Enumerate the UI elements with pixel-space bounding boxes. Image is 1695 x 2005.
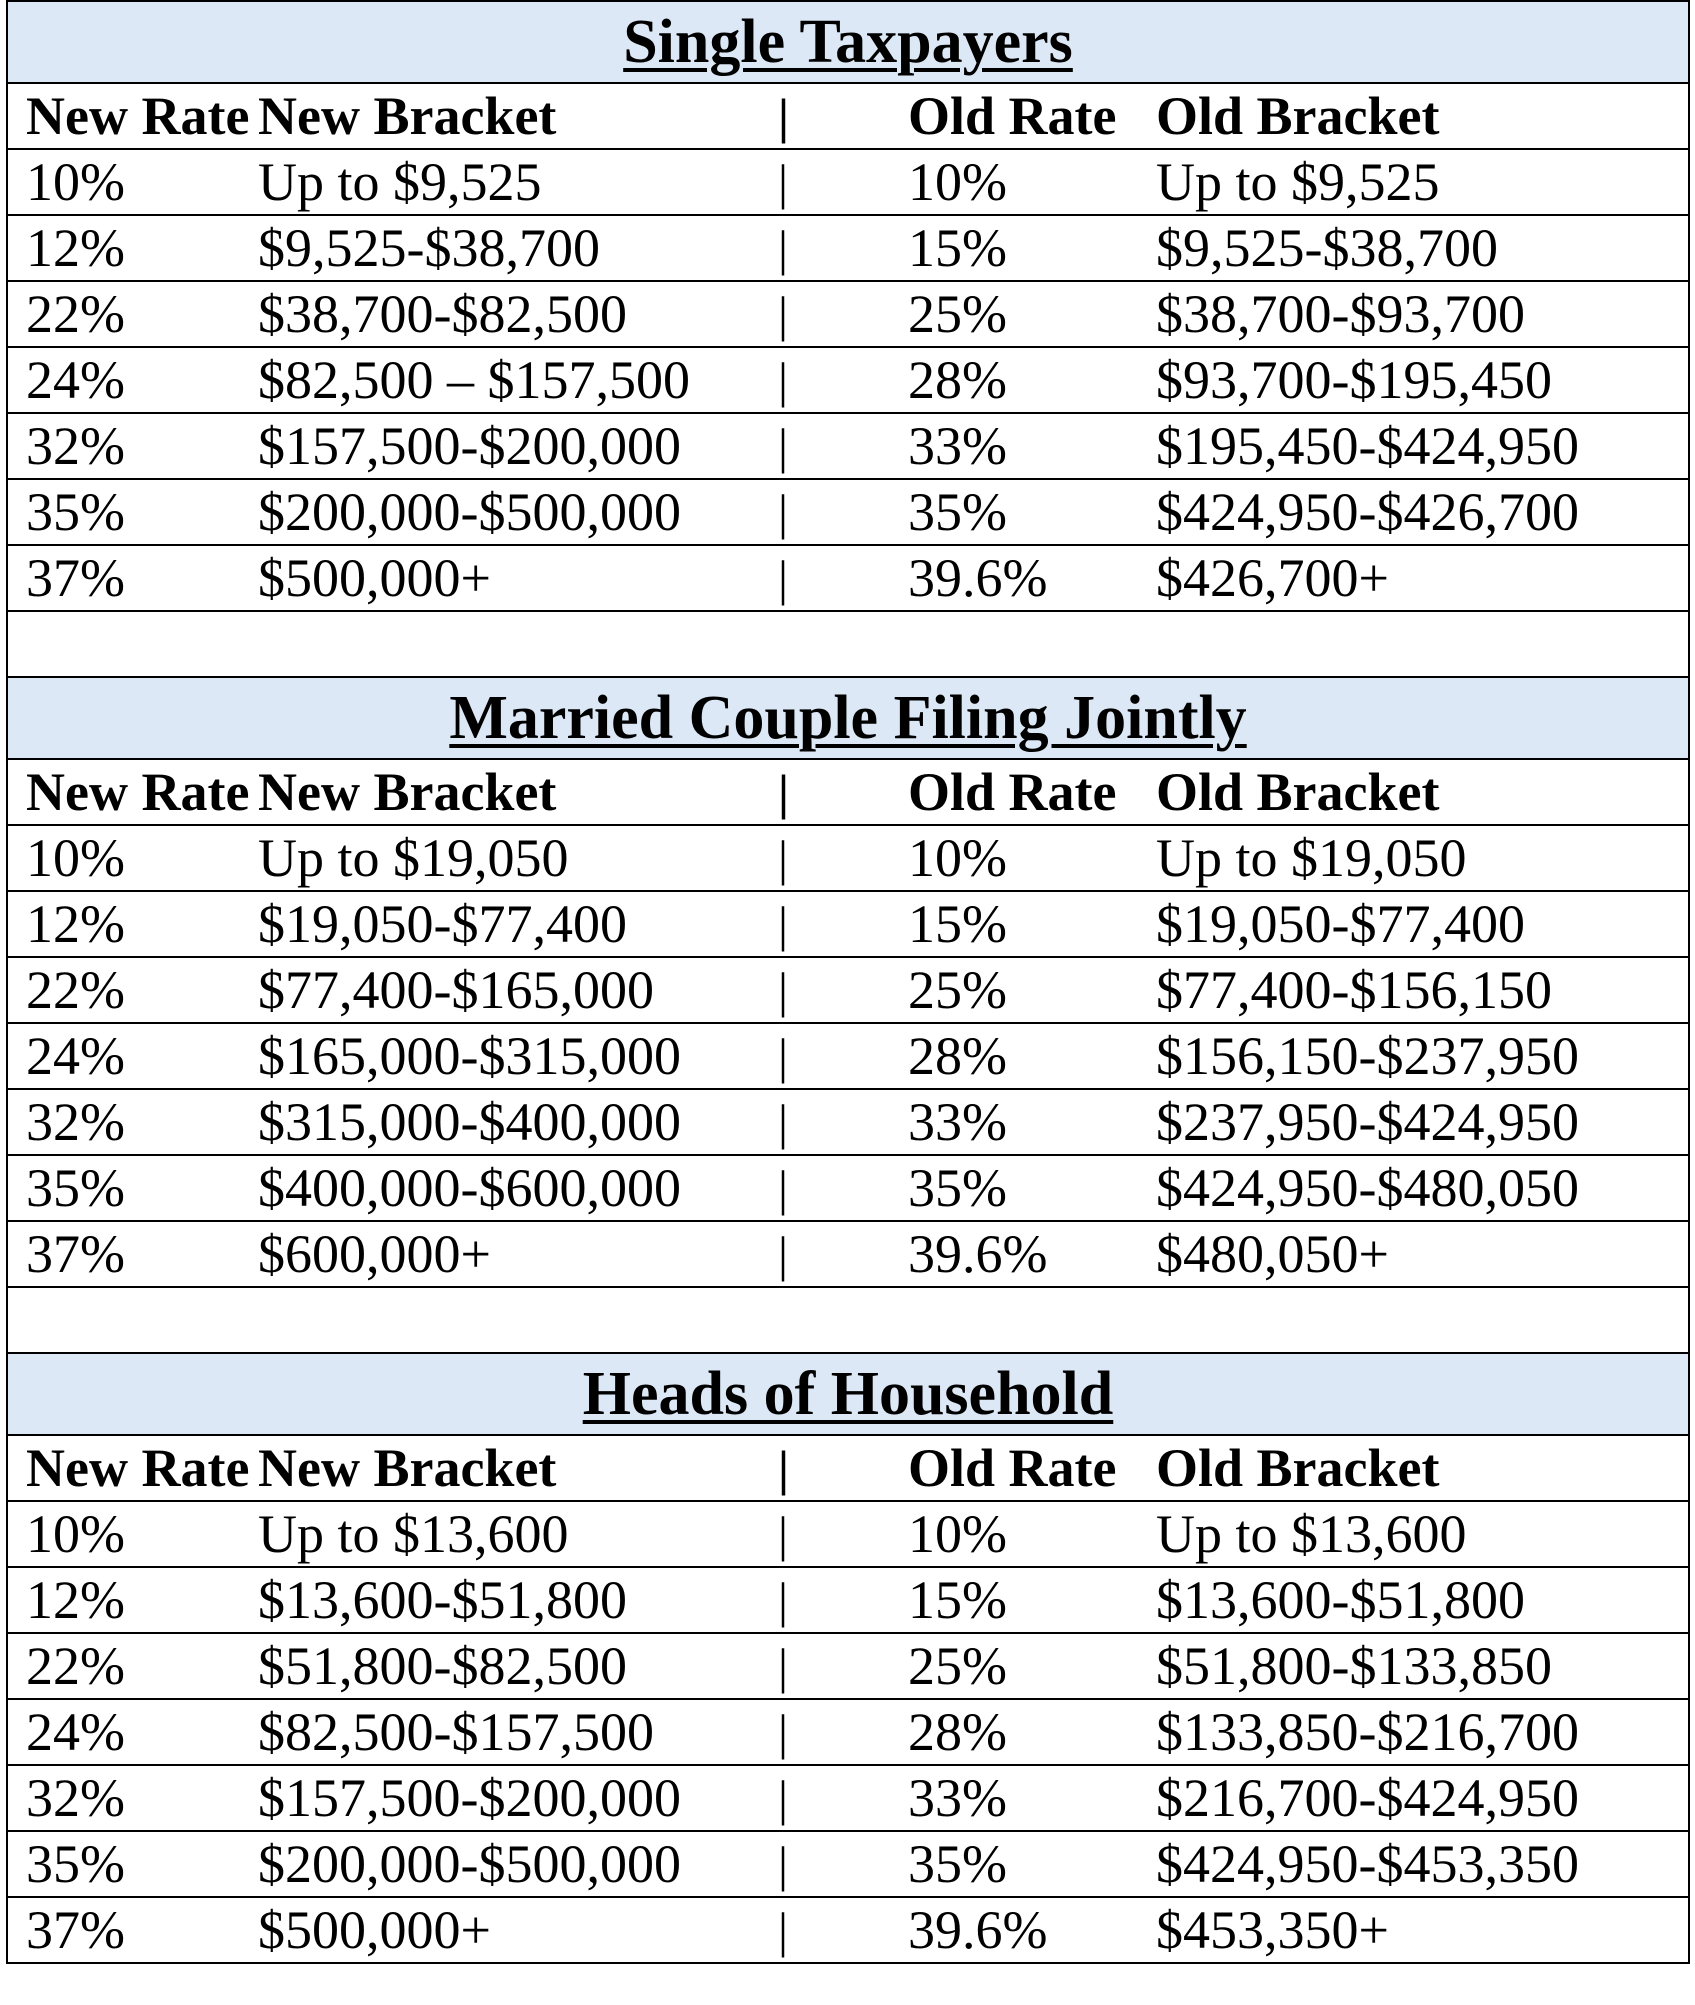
old-bracket-cell: $424,950-$453,350 [1156,1834,1579,1894]
section-title-bar [8,1354,1688,1436]
table-row [8,1090,1688,1156]
tax-bracket-document [6,0,1690,1964]
new-bracket-cell: $600,000+ [258,1224,491,1284]
new-rate-cell: 35% [26,1834,125,1894]
old-bracket-cell: $77,400-$156,150 [1156,960,1552,1020]
old-rate-cell: 35% [908,482,1007,542]
section-married-filing-jointly [6,678,1690,1354]
old-bracket-cell: $453,350+ [1156,1900,1389,1960]
old-bracket-cell: $156,150-$237,950 [1156,1026,1579,1086]
section-title-bar [8,678,1688,760]
old-rate-header: Old Rate [908,86,1117,146]
section-title: Heads of Household [582,1360,1114,1428]
column-header-row [8,1436,1688,1502]
old-rate-cell: 25% [908,1636,1007,1696]
table-row [8,1568,1688,1634]
old-rate-cell: 25% [908,960,1007,1020]
new-rate-header: New Rate [26,1438,250,1498]
column-separator: | [778,1638,789,1694]
old-bracket-cell: Up to $9,525 [1156,152,1440,212]
table-row [8,480,1688,546]
old-bracket-cell: $51,800-$133,850 [1156,1636,1552,1696]
column-separator: | [778,962,789,1018]
new-bracket-cell: $165,000-$315,000 [258,1026,681,1086]
old-bracket-cell: Up to $19,050 [1156,828,1467,888]
new-bracket-cell: $82,500-$157,500 [258,1702,654,1762]
column-separator: | [778,1028,789,1084]
new-bracket-cell: $157,500-$200,000 [258,416,681,476]
old-bracket-cell: $93,700-$195,450 [1156,350,1552,410]
table-row [8,1700,1688,1766]
table-row [8,150,1688,216]
column-separator: | [778,1572,789,1628]
old-rate-cell: 15% [908,218,1007,278]
table-row [8,546,1688,612]
new-rate-cell: 32% [26,1092,125,1152]
new-bracket-cell: $157,500-$200,000 [258,1768,681,1828]
new-bracket-header: New Bracket [258,1438,557,1498]
table-row [8,1024,1688,1090]
new-bracket-header: New Bracket [258,86,557,146]
new-bracket-cell: $9,525-$38,700 [258,218,600,278]
old-rate-cell: 10% [908,828,1007,888]
new-bracket-cell: Up to $13,600 [258,1504,569,1564]
new-rate-cell: 22% [26,960,125,1020]
new-bracket-cell: $82,500 – $157,500 [258,350,690,410]
table-row [8,1502,1688,1568]
table-row [8,892,1688,958]
table-row [8,282,1688,348]
old-bracket-cell: $19,050-$77,400 [1156,894,1525,954]
old-bracket-cell: $195,450-$424,950 [1156,416,1579,476]
new-rate-cell: 10% [26,1504,125,1564]
old-bracket-cell: $480,050+ [1156,1224,1389,1284]
new-rate-cell: 24% [26,1702,125,1762]
column-separator: | [778,1506,789,1562]
section-title: Single Taxpayers [623,8,1073,76]
old-rate-cell: 39.6% [908,1900,1048,1960]
blank-spacer-row [8,612,1688,678]
old-rate-cell: 33% [908,416,1007,476]
new-rate-cell: 22% [26,284,125,344]
column-separator: | [778,418,789,474]
old-rate-cell: 39.6% [908,548,1048,608]
old-bracket-cell: $133,850-$216,700 [1156,1702,1579,1762]
table-row [8,216,1688,282]
old-bracket-header: Old Bracket [1156,762,1440,822]
new-bracket-cell: $315,000-$400,000 [258,1092,681,1152]
new-bracket-cell: $38,700-$82,500 [258,284,627,344]
column-separator: | [778,352,789,408]
new-rate-header: New Rate [26,762,250,822]
new-bracket-header: New Bracket [258,762,557,822]
new-bracket-cell: $500,000+ [258,1900,491,1960]
column-separator: | [778,484,789,540]
section-heads-of-household [6,1354,1690,1964]
column-separator: | [778,1440,790,1496]
column-header-row [8,84,1688,150]
old-rate-cell: 33% [908,1768,1007,1828]
new-bracket-cell: $500,000+ [258,548,491,608]
old-rate-cell: 28% [908,1026,1007,1086]
old-rate-cell: 10% [908,152,1007,212]
old-rate-cell: 28% [908,350,1007,410]
old-rate-cell: 15% [908,1570,1007,1630]
section-title: Married Couple Filing Jointly [449,684,1247,752]
new-rate-header: New Rate [26,86,250,146]
new-rate-cell: 12% [26,894,125,954]
new-bracket-cell: $200,000-$500,000 [258,482,681,542]
old-bracket-cell: Up to $13,600 [1156,1504,1467,1564]
table-row [8,1832,1688,1898]
old-bracket-cell: $426,700+ [1156,548,1389,608]
old-rate-header: Old Rate [908,762,1117,822]
new-rate-cell: 32% [26,1768,125,1828]
new-rate-cell: 37% [26,548,125,608]
table-row [8,1634,1688,1700]
column-separator: | [778,220,789,276]
new-rate-cell: 35% [26,482,125,542]
new-rate-cell: 12% [26,1570,125,1630]
old-rate-cell: 33% [908,1092,1007,1152]
new-rate-cell: 10% [26,828,125,888]
new-bracket-cell: $77,400-$165,000 [258,960,654,1020]
table-row [8,826,1688,892]
column-separator: | [778,1094,789,1150]
old-bracket-cell: $424,950-$480,050 [1156,1158,1579,1218]
old-bracket-header: Old Bracket [1156,1438,1440,1498]
new-rate-cell: 24% [26,1026,125,1086]
old-bracket-cell: $216,700-$424,950 [1156,1768,1579,1828]
column-separator: | [778,1160,789,1216]
table-row [8,1766,1688,1832]
old-bracket-cell: $424,950-$426,700 [1156,482,1579,542]
new-rate-cell: 35% [26,1158,125,1218]
table-row [8,1222,1688,1288]
table-row [8,348,1688,414]
old-rate-header: Old Rate [908,1438,1117,1498]
column-separator: | [778,154,789,210]
new-bracket-cell: $51,800-$82,500 [258,1636,627,1696]
new-bracket-cell: Up to $19,050 [258,828,569,888]
old-rate-cell: 35% [908,1834,1007,1894]
column-separator: | [778,88,790,144]
old-rate-cell: 15% [908,894,1007,954]
section-single-taxpayers [6,0,1690,678]
old-bracket-cell: $9,525-$38,700 [1156,218,1498,278]
new-rate-cell: 22% [26,1636,125,1696]
blank-spacer-row [8,1288,1688,1354]
old-rate-cell: 39.6% [908,1224,1048,1284]
old-rate-cell: 35% [908,1158,1007,1218]
column-separator: | [778,1770,789,1826]
old-bracket-header: Old Bracket [1156,86,1440,146]
new-bracket-cell: $400,000-$600,000 [258,1158,681,1218]
column-separator: | [778,1836,789,1892]
new-bracket-cell: Up to $9,525 [258,152,542,212]
old-bracket-cell: $13,600-$51,800 [1156,1570,1525,1630]
new-rate-cell: 32% [26,416,125,476]
section-title-bar [8,0,1688,84]
column-separator: | [778,1902,789,1958]
table-row [8,958,1688,1024]
new-rate-cell: 37% [26,1900,125,1960]
new-bracket-cell: $13,600-$51,800 [258,1570,627,1630]
column-separator: | [778,550,789,606]
old-bracket-cell: $38,700-$93,700 [1156,284,1525,344]
old-rate-cell: 25% [908,284,1007,344]
column-separator: | [778,1226,789,1282]
table-row [8,1898,1688,1964]
column-separator: | [778,896,789,952]
old-rate-cell: 10% [908,1504,1007,1564]
column-header-row [8,760,1688,826]
new-rate-cell: 37% [26,1224,125,1284]
new-rate-cell: 24% [26,350,125,410]
new-rate-cell: 10% [26,152,125,212]
column-separator: | [778,830,789,886]
new-rate-cell: 12% [26,218,125,278]
table-row [8,1156,1688,1222]
column-separator: | [778,764,790,820]
old-bracket-cell: $237,950-$424,950 [1156,1092,1579,1152]
old-rate-cell: 28% [908,1702,1007,1762]
table-row [8,414,1688,480]
new-bracket-cell: $200,000-$500,000 [258,1834,681,1894]
new-bracket-cell: $19,050-$77,400 [258,894,627,954]
column-separator: | [778,286,789,342]
column-separator: | [778,1704,789,1760]
